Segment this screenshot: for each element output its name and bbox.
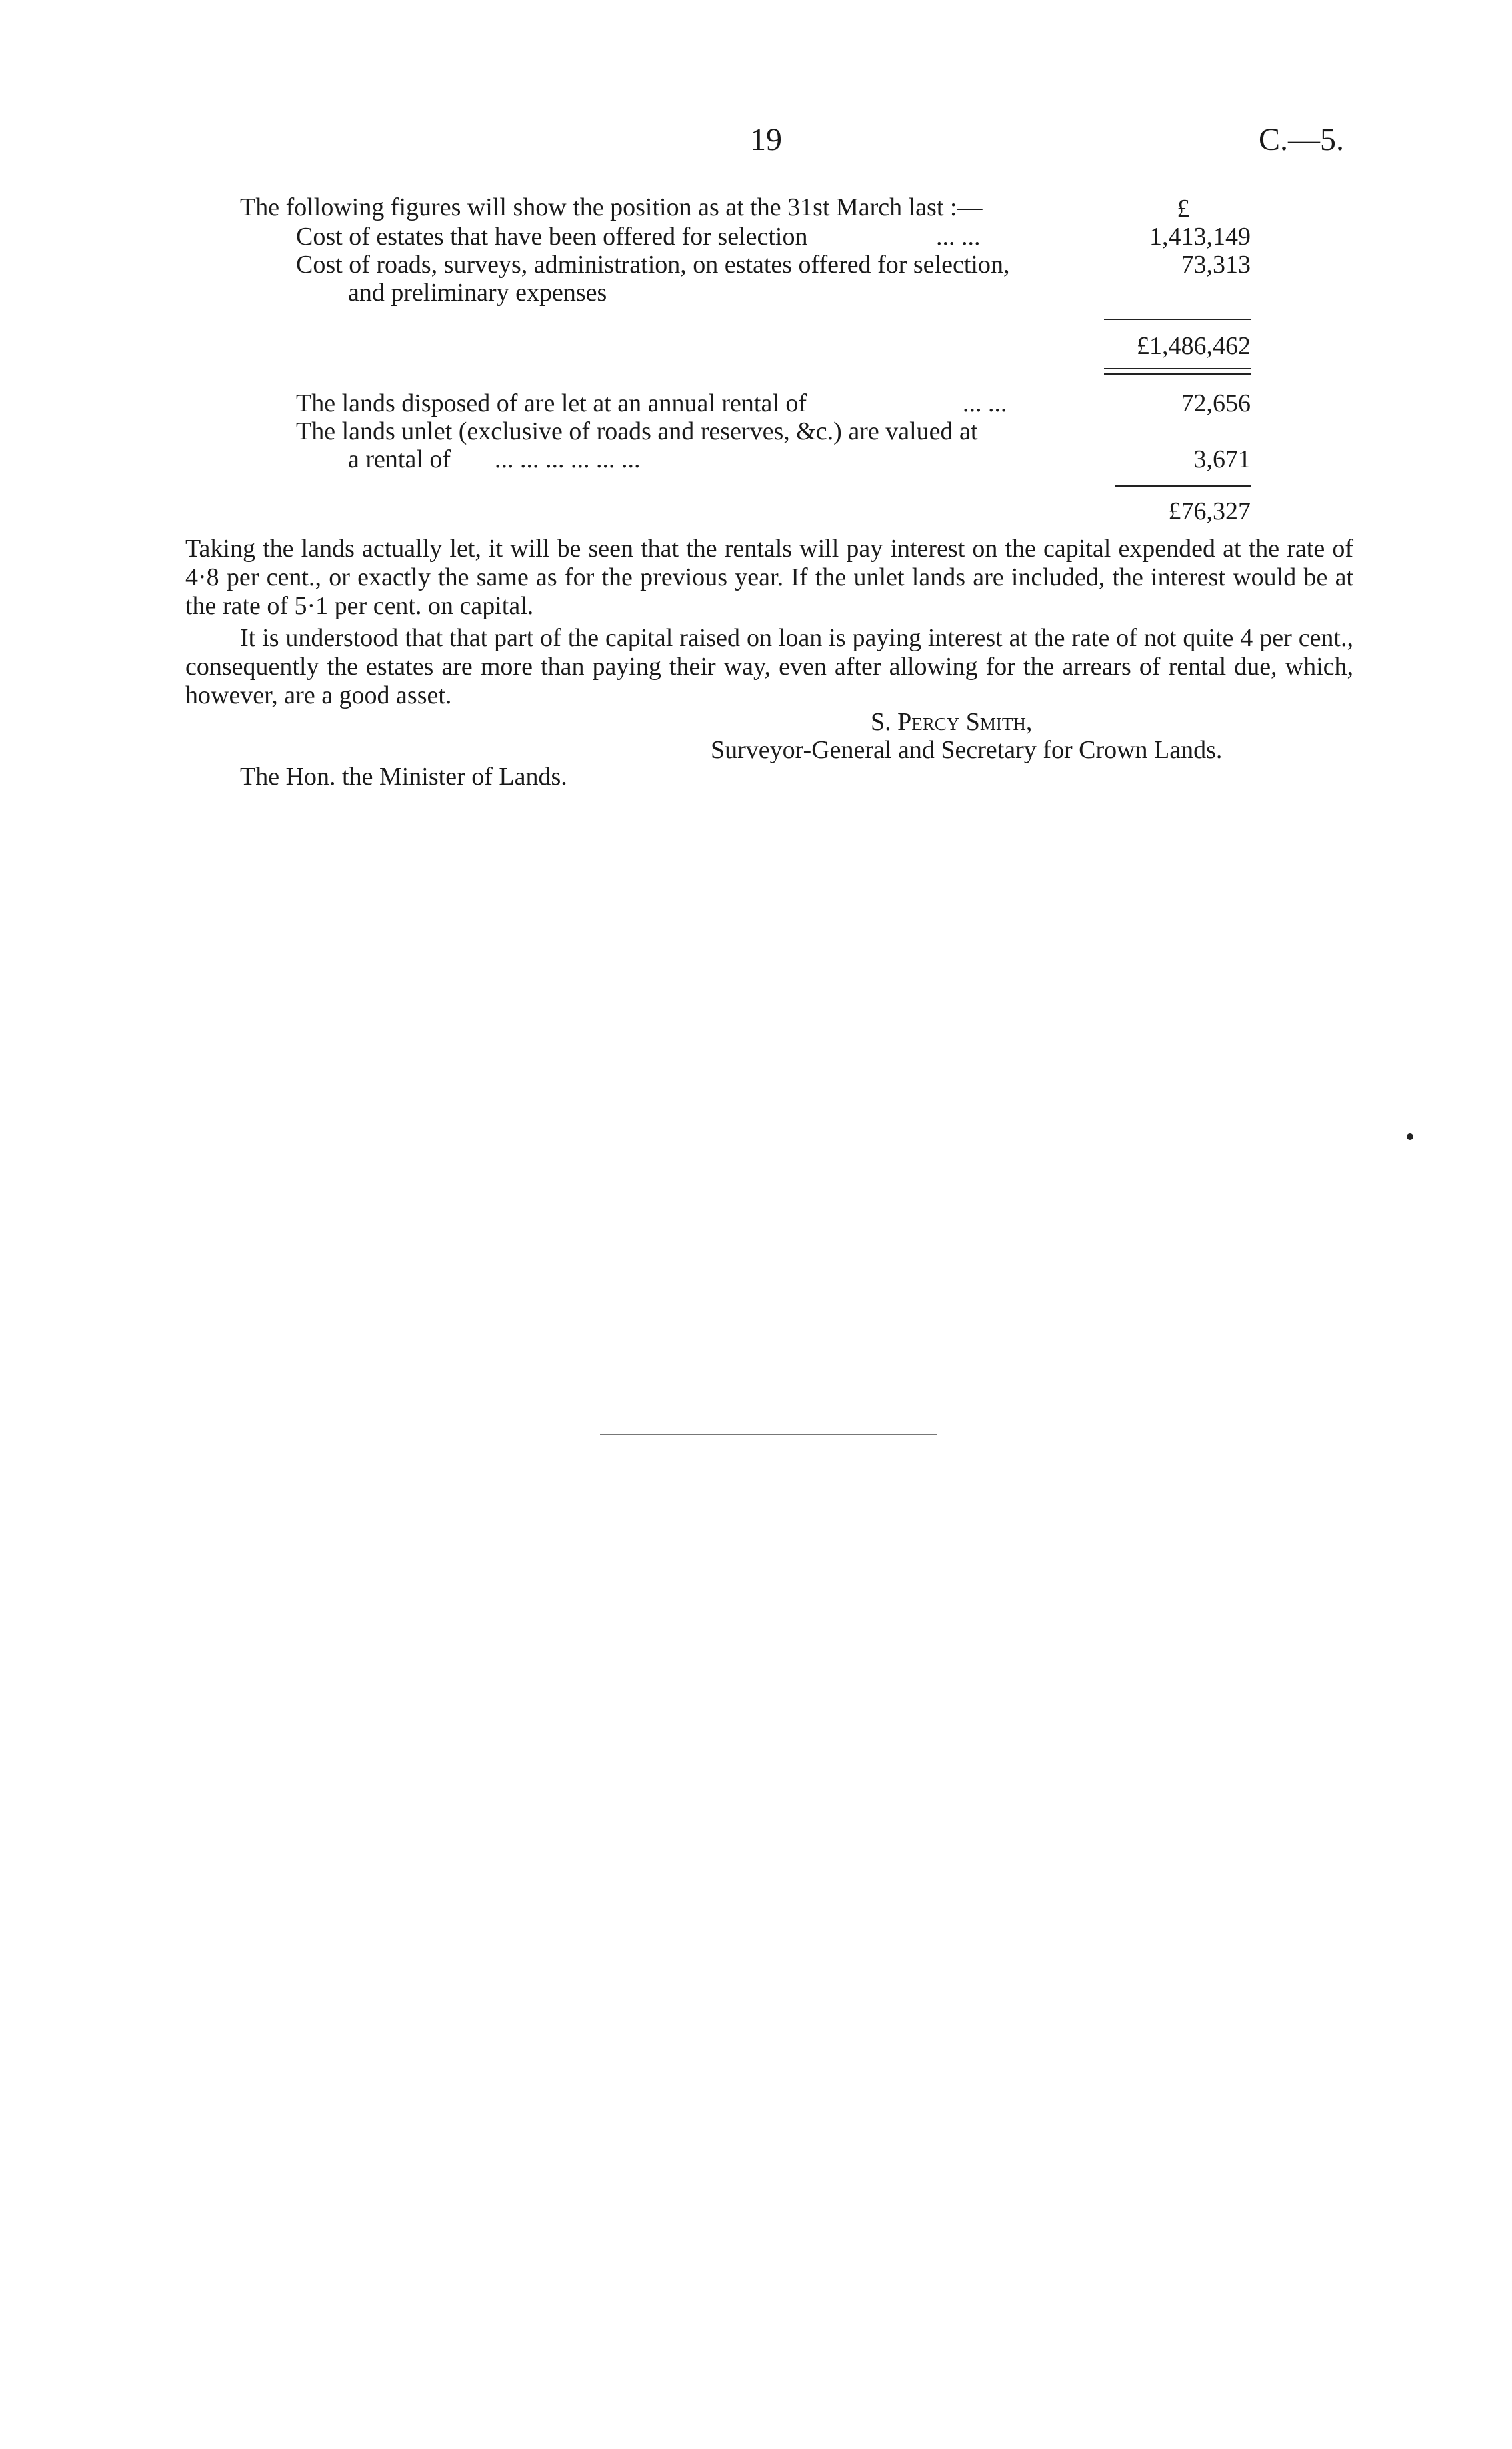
- ink-speck: [1407, 1133, 1413, 1140]
- cost-estates-value: 1,413,149: [1149, 223, 1251, 251]
- signature-title: Surveyor-General and Secretary for Crown Lands.: [711, 736, 1223, 764]
- rental-unlet-value: 3,671: [1193, 445, 1251, 473]
- cost-roads-label-continued: and preliminary expenses: [348, 279, 607, 307]
- rental-unlet-leader: ... ... ... ... ... ...: [495, 445, 641, 473]
- rental-unlet-label-continued: a rental of: [348, 445, 451, 473]
- document-code: C.—5.: [1259, 122, 1345, 157]
- rental-let-value: 72,656: [1181, 389, 1251, 417]
- cost-roads-value: 73,313: [1181, 251, 1251, 279]
- total-double-rule-bottom: [1104, 373, 1251, 375]
- addressee: The Hon. the Minister of Lands.: [240, 763, 567, 791]
- closing-rule: [600, 1434, 937, 1435]
- subtotal-rule: [1104, 319, 1251, 320]
- rental-unlet-label: The lands unlet (exclusive of roads and reserves, &c.) are valued at: [296, 417, 978, 445]
- cost-roads-label: Cost of roads, surveys, administration, on estates offered for selection,: [296, 251, 1010, 279]
- paragraph-loan: It is understood that that part of the capital raised on loan is paying interest at the rate of not quite 4 per cent., consequently the estates are more than paying their way, even after allowing for the arrears of rental due, which, however, are a good asset.: [185, 624, 1353, 709]
- rental-total: £76,327: [1168, 497, 1251, 525]
- position-intro: The following figures will show the position as at the 31st March last :—: [240, 193, 983, 221]
- position-total: £1,486,462: [1137, 332, 1251, 360]
- page-number: 19: [750, 122, 782, 157]
- currency-symbol: £: [1177, 195, 1190, 223]
- signature-name: S. Percy Smith,: [871, 708, 1033, 736]
- paragraph-interest: Taking the lands actually let, it will be seen that the rentals will pay interest on the capital expended at the rate of 4·8 per cent., or exactly the same as for the previous year. If the unlet lands are included, the interest would be at the rate of 5·1 per cent. on capital.: [185, 535, 1353, 620]
- rental-let-leader: ... ...: [963, 389, 1007, 417]
- cost-estates-label: Cost of estates that have been offered for selection: [296, 223, 808, 251]
- total-double-rule-top: [1104, 368, 1251, 369]
- rental-subtotal-rule: [1115, 485, 1251, 487]
- rental-let-label: The lands disposed of are let at an annual rental of: [296, 389, 807, 417]
- cost-estates-leader: ... ...: [936, 223, 981, 251]
